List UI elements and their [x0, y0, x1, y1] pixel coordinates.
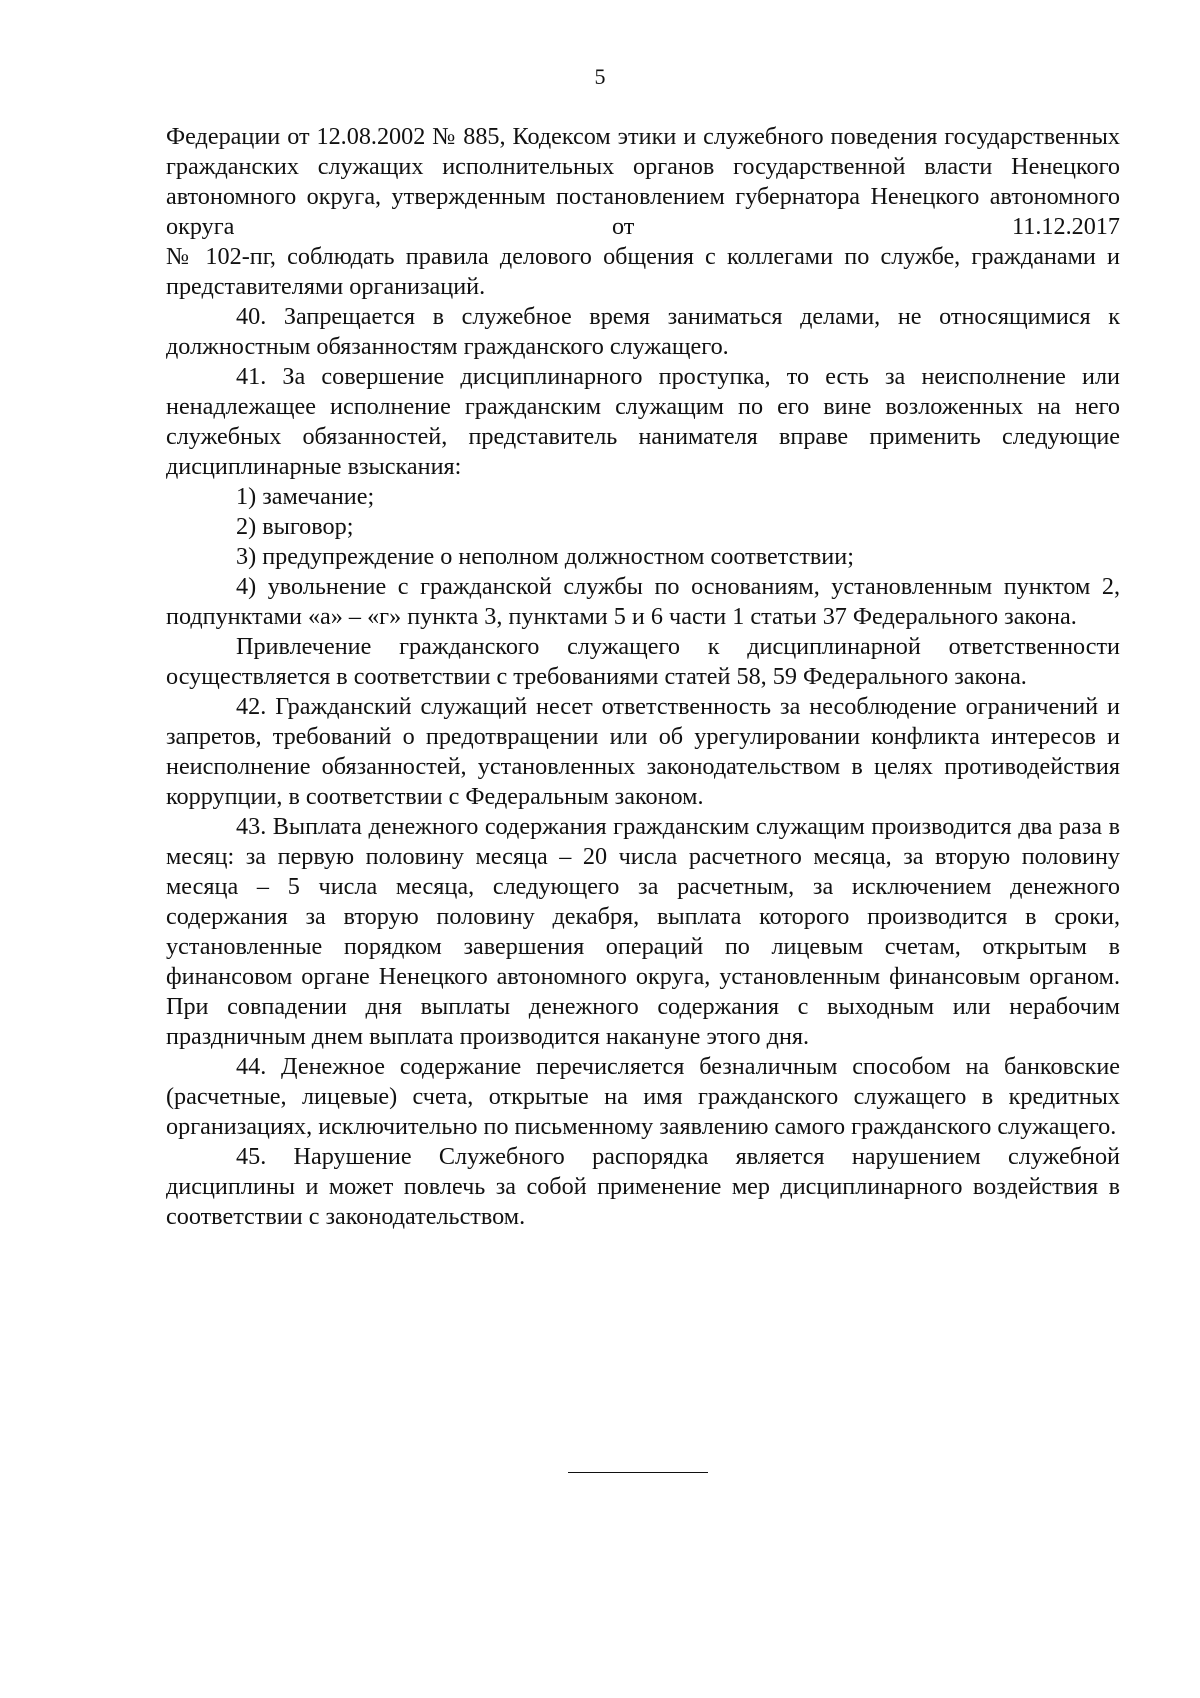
page-number: 5	[594, 64, 606, 89]
paragraph-continuation-end: № 102-пг, соблюдать правила делового общения с коллегами по службе, гражданами и представителями организаций.	[166, 243, 1120, 300]
paragraph-41-tail: Привлечение гражданского служащего к дисциплинарной ответственности осуществляется в соответствии с требованиями статей 58, 59 Федерального закона.	[166, 633, 1120, 690]
list-item-41-1: 1) замечание;	[236, 483, 375, 510]
list-item-41-3: 3) предупреждение о неполном должностном соответствии;	[236, 543, 854, 570]
paragraph-42: 42. Гражданский служащий несет ответственность за несоблюдение ограничений и запретов, требований о предотвращении или об урегулировании конфликта интересов и неисполнение обязанностей, установленных законодательством в целях противодействия коррупции, в соответствии с Федеральным законом.	[166, 693, 1120, 810]
paragraph-continuation: Федерации от 12.08.2002 № 885, Кодексом этики и служебного поведения государственных гражданских служащих исполнительных органов государственной власти Ненецкого автономного округа, утвержденным постановлением губернатора Ненецкого автономного округа от 11.12.2017	[166, 123, 1120, 240]
list-item-41-2: 2) выговор;	[236, 513, 354, 540]
paragraph-45: 45. Нарушение Служебного распорядка является нарушением служебной дисциплины и может повлечь за собой применение мер дисциплинарного воздействия в соответствии с законодательством.	[166, 1143, 1120, 1230]
end-divider	[568, 1472, 708, 1473]
paragraph-40: 40. Запрещается в служебное время заниматься делами, не относящимися к должностным обязанностям гражданского служащего.	[166, 303, 1120, 360]
paragraph-41: 41. За совершение дисциплинарного проступка, то есть за неисполнение или ненадлежащее исполнение гражданским служащим по его вине возложенных на него служебных обязанностей, представитель нанимателя вправе применить следующие дисциплинарные взыскания:	[166, 363, 1120, 480]
list-item-41-4: 4) увольнение с гражданской службы по основаниям, установленным пунктом 2, подпунктами «а» – «г» пункта 3, пунктами 5 и 6 части 1 статьи 37 Федерального закона.	[166, 573, 1120, 630]
paragraph-44: 44. Денежное содержание перечисляется безналичным способом на банковские (расчетные, лицевые) счета, открытые на имя гражданского служащего в кредитных организациях, исключительно по письменному заявлению самого гражданского служащего.	[166, 1053, 1120, 1140]
document-body	[166, 122, 1120, 1232]
paragraph-43: 43. Выплата денежного содержания гражданским служащим производится два раза в месяц: за первую половину месяца – 20 числа расчетного месяца, за вторую половину месяца – 5 числа месяца, следующего за расчетным, за исключением денежного содержания за вторую половину декабря, выплата которого производится в сроки, установленные порядком завершения операций по лицевым счетам, открытым в финансовом органе Ненецкого автономного округа, установленным финансовым органом. При совпадении дня выплаты денежного содержания с выходным или нерабочим праздничным днем выплата производится накануне этого дня.	[166, 813, 1120, 1050]
